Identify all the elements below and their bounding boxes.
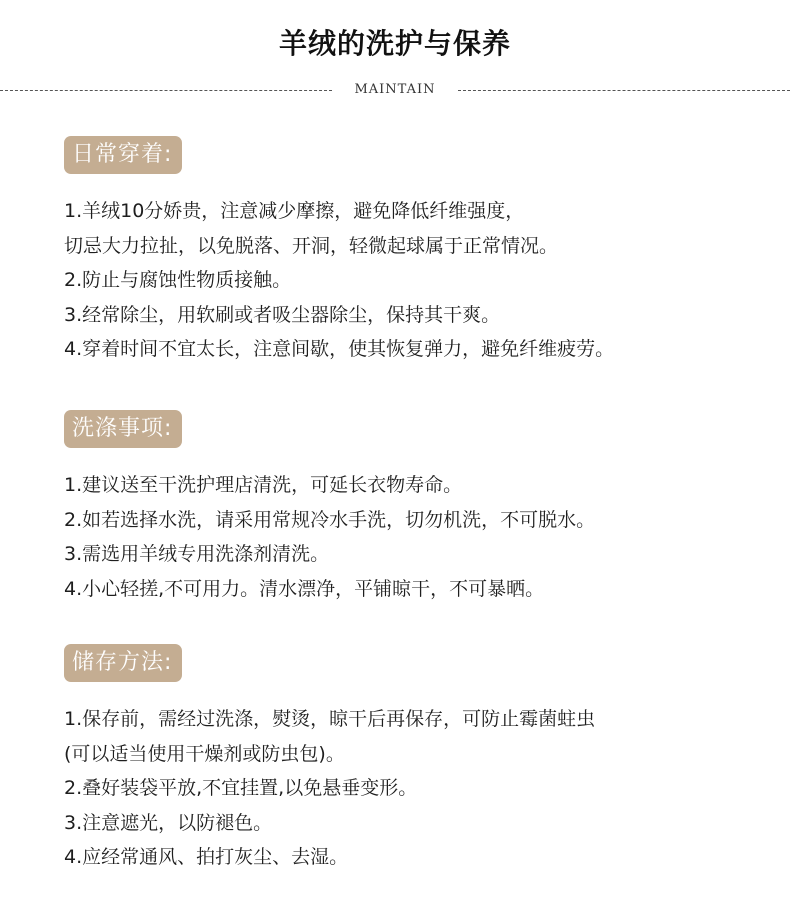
section-content	[64, 702, 764, 875]
section-daily-wear	[64, 136, 764, 367]
text-line: 2.如若选择水洗，请采用常规冷水手洗，切勿机洗，不可脱水。	[64, 508, 596, 531]
section-content	[64, 194, 764, 367]
section-heading-storage: 储存方法:	[64, 644, 182, 682]
text-line: 2.防止与腐蚀性物质接触。	[64, 269, 292, 291]
text-line: 3.需选用羊绒专用洗涤剂清洗。	[64, 543, 330, 565]
text-line: 2.叠好装袋平放,不宜挂置,以免悬垂变形。	[64, 777, 418, 799]
text-line: 1.羊绒10分娇贵，注意减少摩擦，避免降低纤维强度，	[64, 200, 525, 222]
section-storage	[64, 644, 764, 875]
text-line: 3.注意遮光，以防褪色。	[64, 811, 273, 834]
divider-line-right	[458, 90, 790, 91]
text-line: 4.穿着时间不宜太长，注意间歇，使其恢复弹力，避免纤维疲劳。	[64, 338, 615, 360]
section-washing	[64, 410, 764, 606]
text-line: (可以适当使用干燥剂或防虫包)。	[64, 742, 345, 765]
text-line: 切忌大力拉扯，以免脱落、开洞，轻微起球属于正常情况。	[64, 234, 559, 257]
divider-label: MAINTAIN	[354, 82, 436, 97]
text-line: 1.建议送至干洗护理店清洗，可延长衣物寿命。	[64, 474, 463, 496]
text-line: 4.应经常通风、拍打灰尘、去湿。	[64, 846, 349, 868]
text-line: 4.小心轻搓,不可用力。清水漂净，平铺晾干，不可暴晒。	[64, 577, 545, 600]
section-heading-daily-wear: 日常穿着:	[64, 136, 182, 174]
page-title: 羊绒的洗护与保养	[278, 27, 511, 60]
section-divider	[0, 80, 790, 100]
divider-line-left	[0, 90, 332, 91]
section-content	[64, 468, 764, 606]
section-heading-washing: 洗涤事项:	[64, 410, 182, 448]
text-line: 1.保存前，需经过洗涤，熨烫，晾干后再保存，可防止霉菌蛀虫	[64, 708, 596, 730]
text-line: 3.经常除尘，用软刷或者吸尘器除尘，保持其干爽。	[64, 303, 501, 326]
